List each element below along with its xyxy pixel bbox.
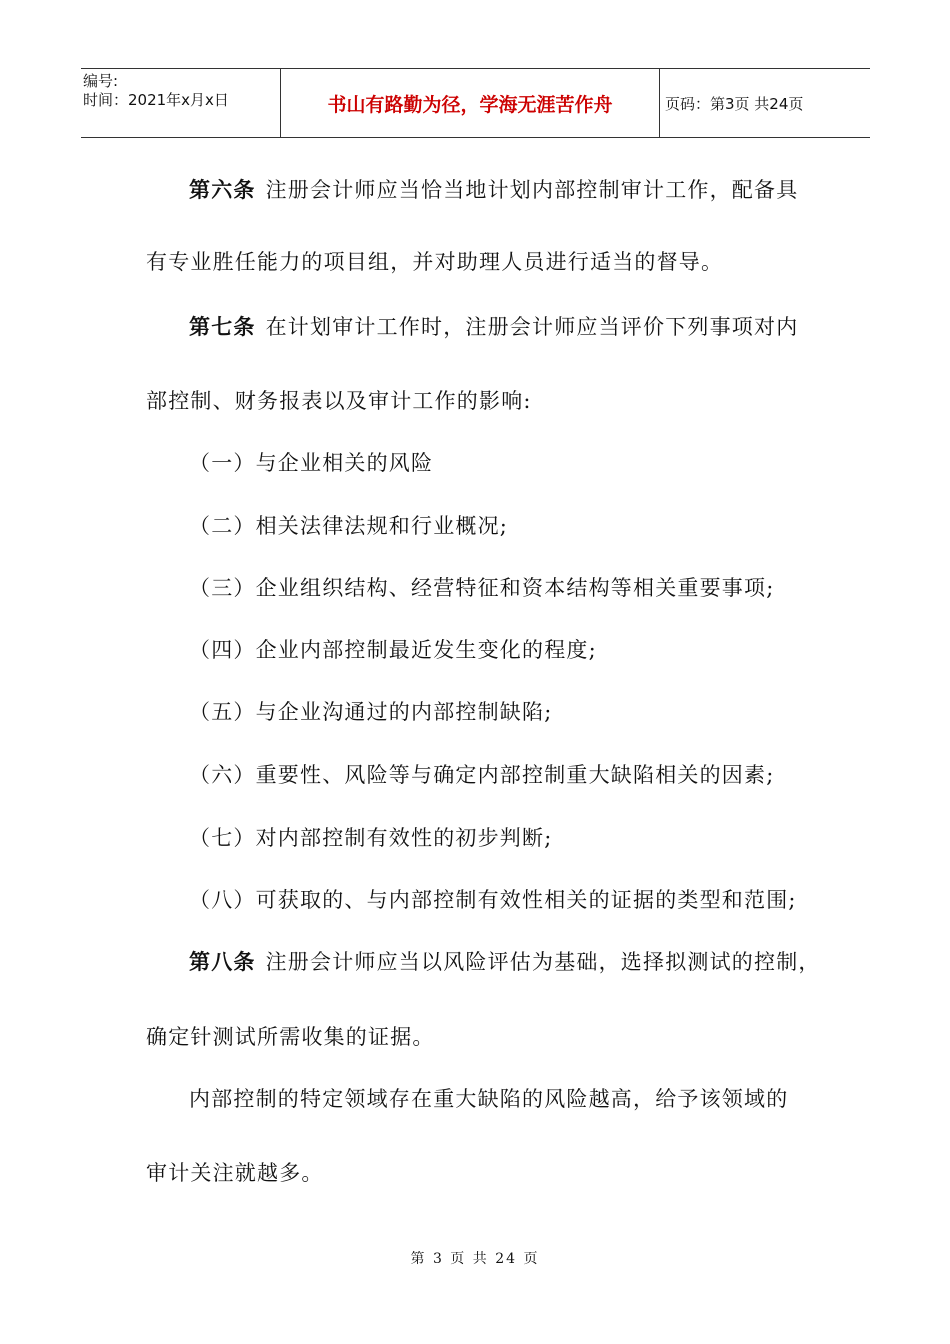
list-item: （六）重要性、风险等与确定内部控制重大缺陷相关的因素;	[189, 763, 775, 787]
article-6-text-1: 注册会计师应当恰当地计划内部控制审计工作，配备具	[265, 178, 799, 202]
date-label: 时间：2021年x月x日	[83, 91, 229, 109]
article-6-line-2: 有专业胜任能力的项目组，并对助理人员进行适当的督导。	[146, 250, 724, 274]
list-item: （二）相关法律法规和行业概况;	[189, 514, 509, 538]
article-8-title: 第八条	[189, 950, 256, 974]
header-left-cell	[81, 69, 281, 137]
article-7-line-2: 部控制、财务报表以及审计工作的影响:	[146, 389, 532, 413]
list-item: （三）企业组织结构、经营特征和资本结构等相关重要事项;	[189, 576, 775, 600]
list-item: （一）与企业相关的风险	[189, 451, 434, 475]
article-6-title: 第六条	[189, 178, 256, 202]
page-footer: 第 3 页 共 24 页	[410, 1251, 540, 1267]
list-item: （八）可获取的、与内部控制有效性相关的证据的类型和范围;	[189, 888, 797, 912]
header-page-info: 页码：第3页 共24页	[665, 94, 804, 113]
article-8-text-1: 注册会计师应当以风险评估为基础，选择拟测试的控制，	[265, 950, 821, 974]
article-7-line-1	[189, 311, 859, 341]
article-7-text-1: 在计划审计工作时，注册会计师应当评价下列事项对内	[265, 315, 799, 339]
list-item: （四）企业内部控制最近发生变化的程度;	[189, 638, 597, 662]
header-motto: 书山有路勤为径，学海无涯苦作舟	[281, 69, 660, 137]
page-header	[81, 68, 870, 138]
list-item: （七）对内部控制有效性的初步判断;	[189, 826, 553, 850]
article-8-line-2: 确定针测试所需收集的证据。	[146, 1025, 435, 1049]
serial-label: 编号:	[83, 72, 119, 90]
list-item: （五）与企业沟通过的内部控制缺陷;	[189, 700, 553, 724]
paragraph-line-1: 内部控制的特定领域存在重大缺陷的风险越高，给予该领域的	[189, 1087, 789, 1111]
article-7-title: 第七条	[189, 315, 256, 339]
article-8-line-1	[189, 946, 859, 976]
article-6-line-1	[189, 174, 859, 204]
paragraph-line-2: 审计关注就越多。	[146, 1161, 324, 1185]
